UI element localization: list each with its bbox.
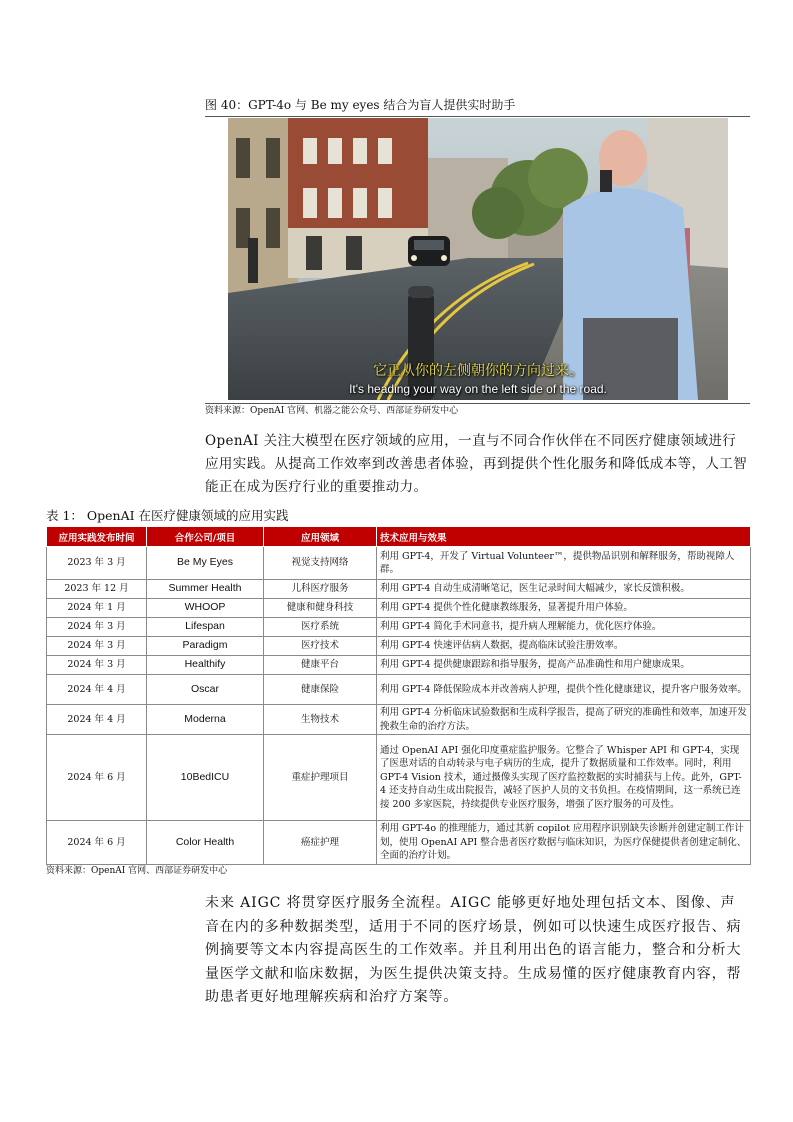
- table-row: [47, 580, 751, 599]
- cell-field: 健康和健身科技: [264, 599, 377, 618]
- cell-field: 生物技术: [264, 705, 377, 735]
- cell-company: 10BedICU: [147, 735, 264, 821]
- cell-company: Healthify: [147, 656, 264, 675]
- cell-date: 2024 年 3 月: [47, 656, 147, 675]
- street-photo: [228, 118, 728, 400]
- cell-date: 2023 年 12 月: [47, 580, 147, 599]
- cell-field: 儿科医疗服务: [264, 580, 377, 599]
- cell-date: 2023 年 3 月: [47, 547, 147, 580]
- cell-field: 医疗系统: [264, 618, 377, 637]
- header-company: 合作公司/项目: [147, 527, 264, 547]
- cell-company: Paradigm: [147, 637, 264, 656]
- cell-field: 健康保险: [264, 675, 377, 705]
- table-row: [47, 637, 751, 656]
- cell-description: 利用 GPT-4 简化手术同意书，提升病人理解能力，优化医疗体验。: [377, 618, 751, 637]
- header-field: 应用领域: [264, 527, 377, 547]
- cell-description: 利用 GPT-4 分析临床试验数据和生成科学报告，提高了研究的准确性和效率，加速开发挽救生命的治疗方法。: [377, 705, 751, 735]
- cell-date: 2024 年 1 月: [47, 599, 147, 618]
- header-date: 应用实践发布时间: [47, 527, 147, 547]
- figure-caption: 图 40：GPT-4o 与 Be my eyes 结合为盲人提供实时助手: [205, 98, 516, 112]
- figure-top-rule: [205, 116, 750, 117]
- cell-company: Summer Health: [147, 580, 264, 599]
- cell-field: 视觉支持网络: [264, 547, 377, 580]
- cell-description: 利用 GPT-4，开发了 Virtual Volunteer™，提供物品识别和解释服务，帮助视障人群。: [377, 547, 751, 580]
- cell-field: 健康平台: [264, 656, 377, 675]
- cell-company: Color Health: [147, 821, 264, 865]
- street-scene-illustration: [228, 118, 728, 400]
- cell-description: 利用 GPT-4 提供个性化健康教练服务，显著提升用户体验。: [377, 599, 751, 618]
- table-row: [47, 599, 751, 618]
- figure-bottom-rule: [205, 403, 750, 404]
- cell-date: 2024 年 3 月: [47, 637, 147, 656]
- paragraph-intro: OpenAI 关注大模型在医疗领域的应用，一直与不同合作伙伴在不同医疗健康领域进行应用实践。从提高工作效率到改善患者体验，再到提供个性化服务和降低成本等，人工智能正在成为医疗行业的重要推动力。: [205, 433, 748, 495]
- cell-date: 2024 年 3 月: [47, 618, 147, 637]
- cell-field: 重症护理项目: [264, 735, 377, 821]
- cell-description: 利用 GPT-4o 的推理能力，通过其新 copilot 应用程序识别缺失诊断并创建定制工作计划，使用 OpenAI API 整合患者医疗数据与临床知识，为医疗保健提供者创建定制化、全面的治疗计划。: [377, 821, 751, 865]
- table-row: [47, 675, 751, 705]
- cell-description: 利用 GPT-4 提供健康跟踪和指导服务，提高产品准确性和用户健康成果。: [377, 656, 751, 675]
- cell-description: 通过 OpenAI API 强化印度重症监护服务。它整合了 Whisper API 和 GPT-4，实现了医患对话的自动转录与电子病历的生成，提升了数据质量和工作效率。同时，利用 GPT-4 Vision 技术，通过摄像头实现了医疗监控数据的实时捕获与上传。此外，GPT-4 还支持自动生成出院报告，减轻了医护人员的文书负担。在疫情期间，这一系统已连接 200 多家医院，持续提供专业医疗服务，增强了医疗服务的可及性。: [377, 735, 751, 821]
- table-row: [47, 735, 751, 821]
- table-header-row: [47, 527, 751, 547]
- cell-description: 利用 GPT-4 快速评估病人数据，提高临床试验注册效率。: [377, 637, 751, 656]
- cell-company: WHOOP: [147, 599, 264, 618]
- cell-field: 癌症护理: [264, 821, 377, 865]
- cell-company: Be My Eyes: [147, 547, 264, 580]
- cell-company: Lifespan: [147, 618, 264, 637]
- cell-date: 2024 年 6 月: [47, 821, 147, 865]
- cell-description: 利用 GPT-4 自动生成清晰笔记，医生记录时间大幅减少，家长反馈积极。: [377, 580, 751, 599]
- header-description: 技术应用与效果: [377, 527, 751, 547]
- cell-field: 医疗技术: [264, 637, 377, 656]
- table-row: [47, 705, 751, 735]
- paragraph-aigc: 未来 AIGC 将贯穿医疗服务全流程。AIGC 能够更好地处理包括文本、图像、声音在内的多种数据类型，适用于不同的医疗场景，例如可以快速生成医疗报告、病例摘要等文本内容提高医生的工作效率。并且利用出色的语言能力，整合和分析大量医学文献和临床数据，为医生提供决策支持。生成易懂的医疗健康教育内容，帮助患者更好地理解疾病和治疗方案等。: [205, 895, 742, 1005]
- table-row: [47, 547, 751, 580]
- applications-table: [46, 526, 751, 865]
- table-row: [47, 821, 751, 865]
- table-source: 资料来源：OpenAI 官网、西部证券研发中心: [46, 866, 228, 876]
- subtitle-chinese: 它正从你的左侧朝你的方向过来。: [373, 363, 583, 379]
- cell-company: Moderna: [147, 705, 264, 735]
- cell-date: 2024 年 4 月: [47, 675, 147, 705]
- cell-company: Oscar: [147, 675, 264, 705]
- table-row: [47, 618, 751, 637]
- subtitle-english: It's heading your way on the left side of the road.: [349, 382, 607, 396]
- cell-date: 2024 年 4 月: [47, 705, 147, 735]
- figure-source: 资料来源：OpenAI 官网、机器之能公众号、西部证券研发中心: [205, 406, 459, 416]
- cell-date: 2024 年 6 月: [47, 735, 147, 821]
- table-caption: 表 1： OpenAI 在医疗健康领域的应用实践: [46, 508, 289, 523]
- cell-description: 利用 GPT-4 降低保险成本并改善病人护理，提供个性化健康建议，提升客户服务效率。: [377, 675, 751, 705]
- table-row: [47, 656, 751, 675]
